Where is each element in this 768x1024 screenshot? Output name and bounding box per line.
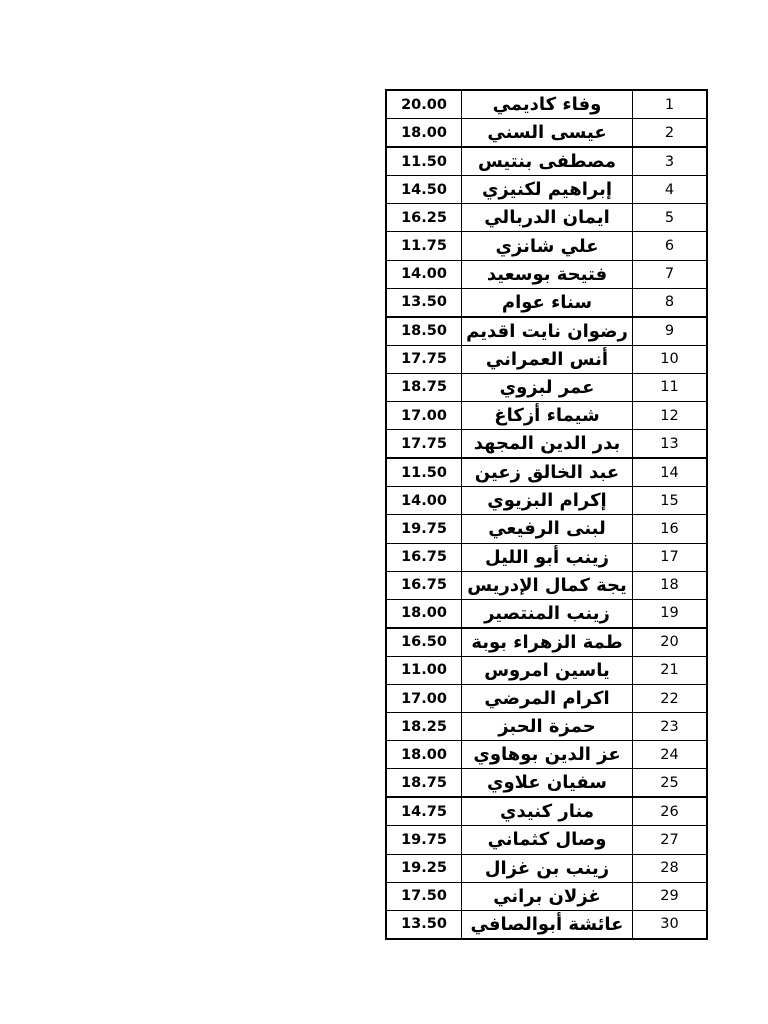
row-number-cell: 1 <box>633 90 708 119</box>
table-row <box>386 826 707 854</box>
student-name-cell: زينب بن غزال <box>462 854 633 882</box>
student-name-cell: عمر لبزوي <box>462 373 633 401</box>
grade-cell: 18.00 <box>386 599 462 628</box>
row-number-cell: 8 <box>633 288 708 317</box>
table-row <box>386 176 707 204</box>
row-number-cell: 27 <box>633 826 708 854</box>
table-row <box>386 543 707 571</box>
student-name-cell: عبد الخالق زعين <box>462 458 633 487</box>
table-row <box>386 797 707 826</box>
row-number-cell: 29 <box>633 882 708 910</box>
row-number-cell: 11 <box>633 373 708 401</box>
row-number-cell: 18 <box>633 571 708 599</box>
grade-cell: 16.50 <box>386 628 462 657</box>
row-number-cell: 28 <box>633 854 708 882</box>
grade-cell: 13.50 <box>386 910 462 939</box>
student-name-cell: عز الدين بوهاوي <box>462 741 633 769</box>
row-number-cell: 14 <box>633 458 708 487</box>
grade-cell: 19.25 <box>386 854 462 882</box>
grade-cell: 18.75 <box>386 769 462 798</box>
table-row <box>386 317 707 346</box>
student-name-cell: علي شانزي <box>462 232 633 260</box>
table-row <box>386 430 707 459</box>
student-name-cell: شيماء أزكاغ <box>462 402 633 430</box>
row-number-cell: 12 <box>633 402 708 430</box>
table-row <box>386 515 707 543</box>
student-name-cell: إبراهيم لكنيزي <box>462 176 633 204</box>
student-name-cell: عيسى السني <box>462 119 633 148</box>
table-row <box>386 373 707 401</box>
row-number-cell: 23 <box>633 713 708 741</box>
row-number-cell: 2 <box>633 119 708 148</box>
row-number-cell: 5 <box>633 204 708 232</box>
grade-cell: 16.25 <box>386 204 462 232</box>
grade-cell: 18.00 <box>386 119 462 148</box>
table-row <box>386 458 707 487</box>
table-row <box>386 487 707 515</box>
student-name-cell: مصطفى بنتيس <box>462 147 633 176</box>
row-number-cell: 19 <box>633 599 708 628</box>
student-name-cell: إكرام البزيوي <box>462 487 633 515</box>
table-row <box>386 288 707 317</box>
row-number-cell: 13 <box>633 430 708 459</box>
student-name-cell: زينب أبو الليل <box>462 543 633 571</box>
student-name-cell: يجة كمال الإدريس <box>462 571 633 599</box>
table-row <box>386 854 707 882</box>
grade-cell: 18.00 <box>386 741 462 769</box>
grades-table-body <box>386 90 707 939</box>
row-number-cell: 20 <box>633 628 708 657</box>
row-number-cell: 3 <box>633 147 708 176</box>
row-number-cell: 24 <box>633 741 708 769</box>
row-number-cell: 22 <box>633 684 708 712</box>
student-name-cell: غزلان براني <box>462 882 633 910</box>
table-row <box>386 769 707 798</box>
row-number-cell: 9 <box>633 317 708 346</box>
table-row <box>386 713 707 741</box>
table-row <box>386 882 707 910</box>
student-name-cell: بدر الدين المجهد <box>462 430 633 459</box>
table-row <box>386 684 707 712</box>
grades-table <box>385 89 708 940</box>
grade-cell: 17.75 <box>386 345 462 373</box>
grade-cell: 17.75 <box>386 430 462 459</box>
table-row <box>386 232 707 260</box>
table-row <box>386 345 707 373</box>
table-row <box>386 119 707 148</box>
student-name-cell: سفيان علاوي <box>462 769 633 798</box>
student-name-cell: وفاء كاديمي <box>462 90 633 119</box>
table-row <box>386 571 707 599</box>
table-row <box>386 402 707 430</box>
grade-cell: 11.75 <box>386 232 462 260</box>
table-row <box>386 260 707 288</box>
student-name-cell: منار كنيدي <box>462 797 633 826</box>
grade-cell: 18.50 <box>386 317 462 346</box>
row-number-cell: 21 <box>633 656 708 684</box>
student-name-cell: ياسين امروس <box>462 656 633 684</box>
grade-cell: 11.50 <box>386 458 462 487</box>
student-name-cell: فتيحة بوسعيد <box>462 260 633 288</box>
row-number-cell: 15 <box>633 487 708 515</box>
student-name-cell: رضوان نايت اقديم <box>462 317 633 346</box>
student-name-cell: اكرام المرضي <box>462 684 633 712</box>
grade-cell: 11.00 <box>386 656 462 684</box>
student-name-cell: ايمان الدربالي <box>462 204 633 232</box>
row-number-cell: 4 <box>633 176 708 204</box>
grade-cell: 17.50 <box>386 882 462 910</box>
row-number-cell: 16 <box>633 515 708 543</box>
student-name-cell: حمزة الحبز <box>462 713 633 741</box>
grade-cell: 19.75 <box>386 826 462 854</box>
student-name-cell: سناء عوام <box>462 288 633 317</box>
student-name-cell: لبنى الرفيعي <box>462 515 633 543</box>
grade-cell: 11.50 <box>386 147 462 176</box>
student-name-cell: وصال كثماني <box>462 826 633 854</box>
grade-cell: 14.75 <box>386 797 462 826</box>
row-number-cell: 7 <box>633 260 708 288</box>
grade-cell: 14.00 <box>386 487 462 515</box>
grade-cell: 17.00 <box>386 402 462 430</box>
row-number-cell: 30 <box>633 910 708 939</box>
row-number-cell: 25 <box>633 769 708 798</box>
table-row <box>386 147 707 176</box>
student-name-cell: عائشة أبوالصافي <box>462 910 633 939</box>
table-row <box>386 90 707 119</box>
grade-cell: 14.00 <box>386 260 462 288</box>
row-number-cell: 17 <box>633 543 708 571</box>
student-name-cell: أنس العمراني <box>462 345 633 373</box>
row-number-cell: 6 <box>633 232 708 260</box>
grade-cell: 17.00 <box>386 684 462 712</box>
grade-cell: 16.75 <box>386 571 462 599</box>
grade-cell: 18.25 <box>386 713 462 741</box>
grade-cell: 13.50 <box>386 288 462 317</box>
row-number-cell: 26 <box>633 797 708 826</box>
grade-cell: 16.75 <box>386 543 462 571</box>
table-row <box>386 656 707 684</box>
row-number-cell: 10 <box>633 345 708 373</box>
grade-cell: 14.50 <box>386 176 462 204</box>
student-name-cell: طمة الزهراء بوبة <box>462 628 633 657</box>
table-row <box>386 910 707 939</box>
table-row <box>386 628 707 657</box>
grade-cell: 18.75 <box>386 373 462 401</box>
table-row <box>386 599 707 628</box>
grade-cell: 20.00 <box>386 90 462 119</box>
student-name-cell: زينب المنتصير <box>462 599 633 628</box>
grade-cell: 19.75 <box>386 515 462 543</box>
table-row <box>386 204 707 232</box>
table-row <box>386 741 707 769</box>
